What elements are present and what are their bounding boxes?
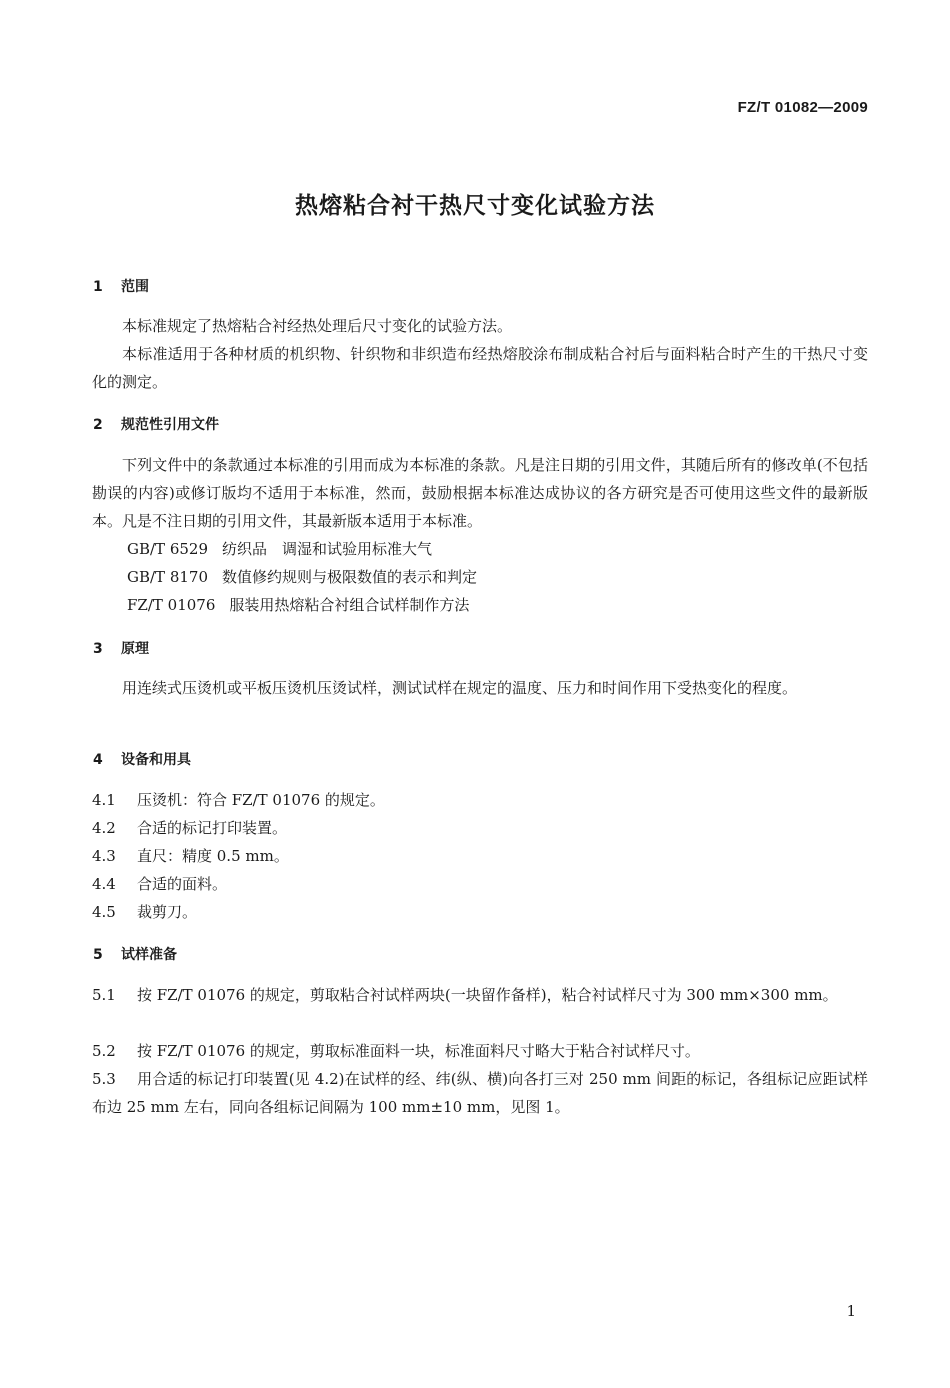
item-number: 5.1 — [92, 986, 116, 1004]
item-number: 4.4 — [92, 875, 116, 893]
reference-item — [127, 563, 477, 591]
item-text: 裁剪刀。 — [137, 903, 198, 921]
item-text: 压烫机：符合 FZ/T 01076 的规定。 — [137, 791, 385, 809]
section-number: 5 — [93, 947, 103, 963]
standard-code: FZ/T 01082—2009 — [737, 99, 868, 116]
item-text: 按 FZ/T 01076 的规定，剪取标准面料一块，标准面料尺寸略大于粘合衬试样尺寸。 — [137, 1042, 700, 1060]
list-item — [92, 898, 197, 926]
section-number: 2 — [93, 417, 103, 433]
paragraph: 本标准规定了热熔粘合衬经热处理后尺寸变化的试验方法。 — [122, 317, 513, 335]
section-1-heading — [93, 276, 149, 296]
item-text: 用合适的标记打印装置(见 4.2)在试样的经、纬(纵、横)向各打三对 250 mm 间距的标记，各组标记应距试样布边 25 mm 左右，同向各组标记间隔为 100 mm±10 mm，见图 1。 — [92, 1070, 868, 1116]
reference-name: 数值修约规则与极限数值的表示和判定 — [222, 568, 478, 586]
reference-code: GB/T 8170 — [127, 568, 209, 586]
reference-code: FZ/T 01076 — [127, 596, 216, 614]
reference-item — [127, 591, 469, 619]
item-number: 4.5 — [92, 903, 116, 921]
list-item — [92, 1037, 868, 1065]
section-4-heading — [93, 749, 191, 769]
section-title: 规范性引用文件 — [121, 417, 219, 433]
item-number: 4.3 — [92, 847, 116, 865]
item-number: 5.3 — [92, 1070, 116, 1088]
section-title: 范围 — [121, 279, 149, 295]
section-3-heading — [93, 638, 149, 658]
reference-name: 纺织品 调湿和试验用标准大气 — [222, 540, 433, 558]
section-5-heading — [93, 944, 177, 964]
item-text: 按 FZ/T 01076 的规定，剪取粘合衬试样两块(一块留作备样)，粘合衬试样尺寸为 300 mm×300 mm。 — [137, 986, 838, 1004]
section-2-heading — [93, 414, 219, 434]
list-item — [92, 842, 289, 870]
section-title: 试样准备 — [121, 947, 177, 963]
list-item — [92, 1065, 868, 1121]
item-text: 直尺：精度 0.5 mm。 — [137, 847, 289, 865]
section-number: 4 — [93, 752, 103, 768]
item-number: 4.1 — [92, 791, 116, 809]
paragraph: 用连续式压烫机或平板压烫机压烫试样，测试试样在规定的温度、压力和时间作用下受热变化的程度。 — [122, 679, 798, 697]
reference-name: 服装用热熔粘合衬组合试样制作方法 — [229, 596, 470, 614]
item-text: 合适的标记打印装置。 — [137, 819, 288, 837]
document-title: 热熔粘合衬干热尺寸变化试验方法 — [295, 193, 655, 219]
page-number: 1 — [846, 1302, 856, 1320]
item-text: 合适的面料。 — [137, 875, 228, 893]
reference-item — [127, 535, 432, 563]
section-title: 原理 — [121, 641, 149, 657]
list-item — [92, 814, 287, 842]
list-item — [92, 786, 385, 814]
item-number: 5.2 — [92, 1042, 116, 1060]
item-number: 4.2 — [92, 819, 116, 837]
reference-code: GB/T 6529 — [127, 540, 209, 558]
section-number: 3 — [93, 641, 103, 657]
paragraph: 下列文件中的条款通过本标准的引用而成为本标准的条款。凡是注日期的引用文件，其随后所有的修改单(不包括勘误的内容)或修订版均不适用于本标准，然而，鼓励根据本标准达成协议的各方研究是否可使用这些文件的最新版本。凡是不注日期的引用文件，其最新版本适用于本标准。 — [92, 456, 868, 530]
section-title: 设备和用具 — [121, 752, 191, 768]
list-item — [92, 870, 227, 898]
list-item — [92, 981, 868, 1009]
section-number: 1 — [93, 279, 103, 295]
paragraph: 本标准适用于各种材质的机织物、针织物和非织造布经热熔胶涂布制成粘合衬后与面料粘合时产生的干热尺寸变化的测定。 — [92, 345, 868, 391]
